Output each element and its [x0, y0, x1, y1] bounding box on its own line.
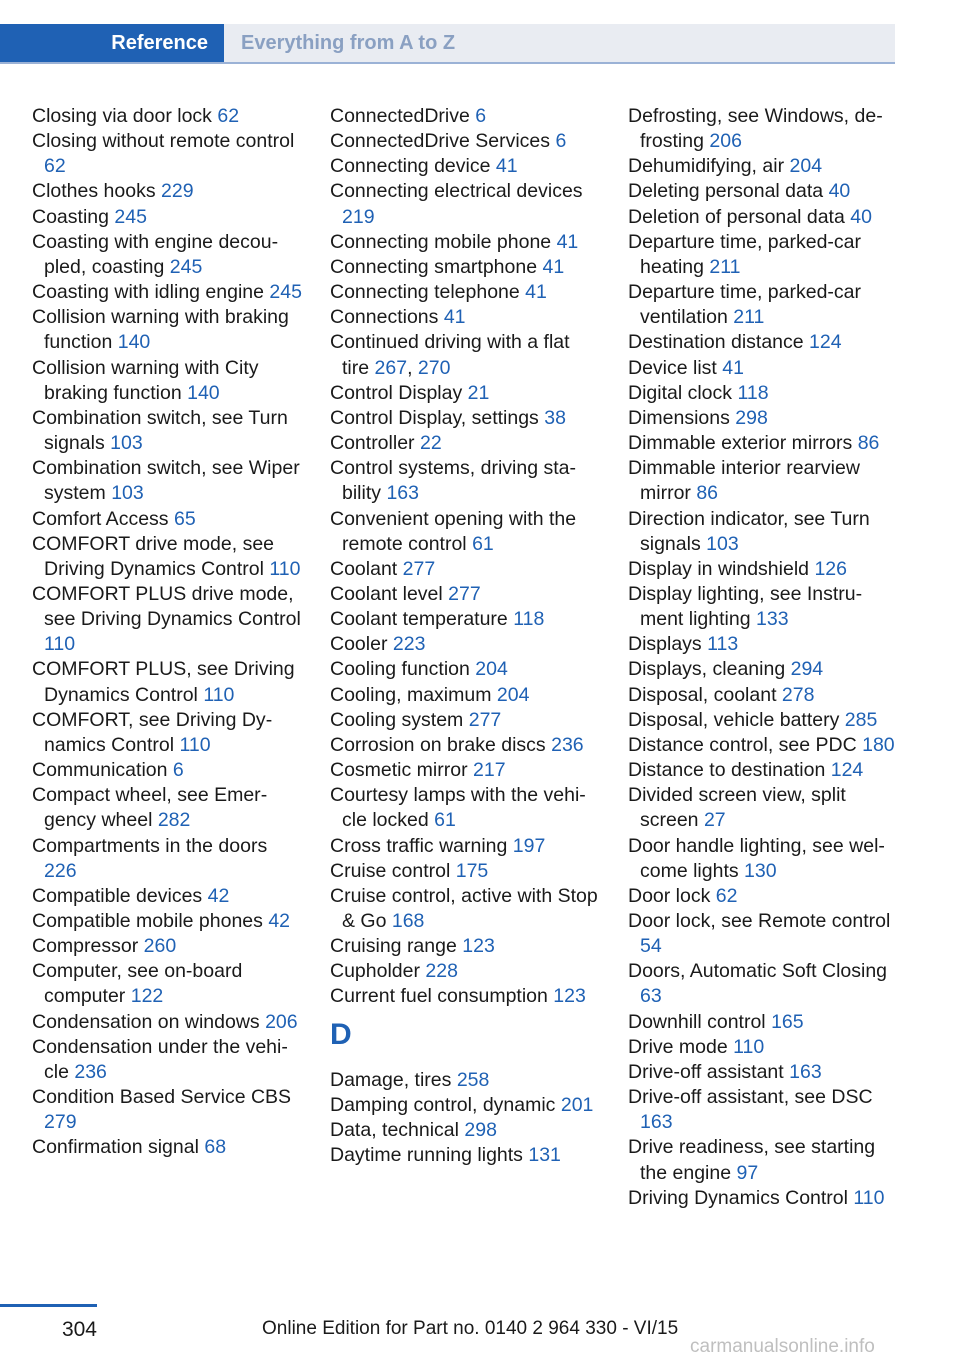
page-reference-link[interactable]: 6 — [555, 130, 567, 153]
index-entry — [330, 758, 602, 783]
page-reference-link[interactable]: 223 — [392, 633, 426, 656]
index-term: Control Display, settings — [330, 406, 539, 429]
page-reference-link[interactable]: 62 — [715, 884, 738, 907]
index-term: COMFORT PLUS drive mode, see Driving Dynamics Control — [32, 582, 301, 631]
index-entry — [628, 1035, 896, 1060]
index-entry — [330, 255, 602, 280]
page-reference-link[interactable]: 267 — [374, 356, 408, 379]
index-term: Distance control, see PDC — [628, 733, 857, 756]
page-reference-link[interactable]: 133 — [756, 608, 789, 631]
index-entry — [330, 934, 602, 959]
page-reference-link[interactable]: 123 — [462, 935, 495, 958]
index-entry — [330, 129, 602, 154]
index-entry — [628, 959, 896, 1009]
index-term: Computer, see on-board computer — [32, 960, 243, 1008]
index-entry — [32, 909, 304, 934]
page-reference-link[interactable]: 282 — [157, 809, 191, 832]
index-entry — [32, 230, 304, 280]
index-entry — [330, 632, 602, 657]
index-term: Drive mode — [628, 1035, 728, 1058]
index-entry — [628, 834, 896, 884]
index-entry — [32, 783, 304, 833]
index-entry — [32, 1035, 304, 1085]
index-term: Collision warning with City braking function — [32, 356, 259, 404]
index-entry — [628, 356, 896, 381]
index-term: Convenient opening with the remote control — [330, 507, 577, 555]
page-reference-link[interactable]: 41 — [722, 356, 744, 379]
index-entry — [330, 884, 602, 934]
page-reference-link[interactable]: 118 — [513, 608, 545, 631]
index-term: Display lighting, see Instrument lighting — [628, 582, 863, 631]
page-reference-link[interactable]: 204 — [475, 658, 508, 681]
index-term: Coasting with engine decoupled, coasting — [32, 230, 279, 278]
page-reference-link[interactable]: 206 — [265, 1010, 298, 1033]
index-entry — [330, 834, 602, 859]
index-term: Door handle lighting, see welcome lights — [628, 834, 885, 882]
header-subsection-label: Everything from A to Z — [241, 32, 456, 54]
index-entry — [330, 406, 602, 431]
index-entry — [628, 733, 896, 758]
page-reference-link[interactable]: 277 — [468, 708, 502, 731]
index-term: Continued driving with a flat tire — [330, 331, 570, 379]
index-term: Control systems, driving stability — [330, 457, 576, 505]
index-term: Coolant — [330, 557, 398, 580]
page-reference-link[interactable]: 6 — [172, 759, 184, 782]
index-entry — [628, 1135, 896, 1185]
page-reference-link[interactable]: 6 — [475, 105, 487, 127]
index-term: Deleting personal data — [628, 180, 824, 203]
page-reference-link[interactable]: 245 — [114, 205, 147, 228]
index-entry — [32, 104, 304, 129]
index-entry — [628, 456, 896, 506]
index-term: Dimmable interior rearview mirror — [628, 457, 860, 505]
page-reference-link[interactable]: 61 — [434, 809, 456, 832]
index-term: Display in windshield — [628, 557, 810, 580]
index-entry — [330, 1068, 602, 1093]
index-term: Downhill control — [628, 1010, 766, 1033]
page-reference-link[interactable]: 27 — [703, 809, 726, 832]
index-term: Cooling function — [330, 658, 470, 681]
index-term: Disposal, vehicle battery — [628, 708, 840, 731]
page-reference-link[interactable]: 41 — [525, 281, 547, 304]
index-term: Device list — [628, 356, 717, 379]
index-entry — [628, 657, 896, 682]
page-number: 304 — [61, 1318, 97, 1341]
page-reference-link[interactable]: 113 — [707, 633, 739, 656]
index-term: Deletion of personal data — [628, 205, 845, 228]
index-term: Distance to destination — [628, 759, 826, 782]
page-reference-link[interactable]: 41 — [542, 255, 565, 278]
index-term: Condensation on windows — [32, 1010, 260, 1033]
index-term: Departure time, parked-car heating — [628, 230, 862, 278]
page-reference-link[interactable]: 278 — [781, 683, 815, 706]
page-reference-link[interactable]: 130 — [744, 859, 777, 882]
edition-note: Online Edition for Part no. 0140 2 964 330 - VI/15 — [262, 1318, 679, 1339]
index-term: Defrosting, see Windows, defrosting — [628, 105, 883, 153]
index-term: Cooling system — [330, 708, 464, 731]
index-entry — [32, 1135, 304, 1160]
page-reference-link[interactable]: 41 — [443, 306, 466, 329]
page-reference-link[interactable]: 110 — [203, 683, 235, 706]
page-reference-link[interactable]: 110 — [853, 1186, 885, 1209]
index-term: Door lock, see Remote control — [628, 910, 891, 932]
page-reference-link[interactable]: 110 — [44, 633, 76, 656]
index-entry — [330, 154, 602, 179]
index-term: Data, technical — [330, 1118, 459, 1141]
index-term: Disposal, coolant — [628, 683, 777, 706]
page-reference-link[interactable]: 63 — [640, 985, 662, 1008]
index-entry — [32, 532, 304, 582]
page-reference-link[interactable]: 277 — [402, 557, 436, 580]
index-letter-heading: D — [330, 1017, 352, 1051]
index-entry — [330, 456, 602, 506]
index-entry — [628, 280, 896, 330]
page-reference-link[interactable]: 229 — [161, 180, 194, 203]
index-entry — [32, 305, 304, 355]
index-term: Connecting device — [330, 155, 491, 178]
index-term: Daytime running lights — [330, 1144, 523, 1167]
index-term: Dehumidifying, air — [628, 155, 785, 178]
page-reference-link[interactable]: 270 — [417, 356, 451, 379]
index-entry — [628, 909, 896, 959]
page-reference-link[interactable]: 38 — [544, 406, 566, 429]
index-entry — [628, 406, 896, 431]
index-term: Cooler — [330, 633, 388, 656]
index-term: Courtesy lamps with the vehicle locked — [330, 784, 586, 832]
index-entry — [628, 1010, 896, 1035]
watermark: carmanualsonline.info — [690, 1336, 875, 1357]
index-entry — [628, 230, 896, 280]
page-reference-link[interactable]: 236 — [74, 1060, 107, 1083]
page-reference-link[interactable]: 54 — [640, 935, 662, 958]
index-entry — [330, 1118, 602, 1143]
index-entry — [628, 1060, 896, 1085]
index-term: Coolant level — [330, 582, 443, 605]
index-entry — [330, 657, 602, 682]
index-term: Clothes hooks — [32, 180, 156, 203]
index-entry — [32, 129, 304, 179]
index-entry — [330, 783, 602, 833]
index-term: Condition Based Service CBS — [32, 1086, 292, 1109]
index-term: Displays — [628, 633, 702, 656]
index-term: Damage, tires — [330, 1068, 452, 1091]
index-entry — [330, 230, 602, 255]
page-reference-link[interactable]: 175 — [455, 859, 489, 882]
page-reference-link[interactable]: 103 — [110, 432, 143, 455]
index-entry — [628, 708, 896, 733]
index-term: Cruise control — [330, 859, 451, 882]
index-entry — [32, 657, 304, 707]
page-reference-link[interactable]: 180 — [862, 733, 895, 756]
page-reference-link[interactable]: 285 — [844, 708, 878, 731]
page-reference-link[interactable]: 226 — [44, 859, 77, 882]
page-reference-link[interactable]: 122 — [130, 985, 164, 1008]
page-reference-link[interactable]: 42 — [268, 910, 291, 932]
page-reference-link[interactable]: 21 — [467, 381, 490, 404]
page-reference-link[interactable]: 110 — [269, 557, 301, 580]
index-entry — [330, 984, 602, 1009]
page-reference-link[interactable]: 211 — [709, 255, 741, 278]
index-entry — [32, 406, 304, 456]
index-entry — [32, 1010, 304, 1035]
page-reference-link[interactable]: 86 — [696, 482, 719, 505]
index-term: Collision warning with braking function — [32, 306, 289, 354]
index-term: Dimmable exterior mirrors — [628, 432, 853, 455]
index-entry — [330, 607, 602, 632]
page-reference-link[interactable]: 245 — [269, 281, 302, 304]
index-term: Corrosion on brake discs — [330, 733, 546, 756]
index-term: Compartments in the doors — [32, 834, 268, 857]
index-term: Confirmation signal — [32, 1136, 199, 1159]
index-term: Control Display — [330, 381, 463, 404]
index-term: Departure time, parked-car ventilation — [628, 281, 862, 329]
index-term: Connecting smartphone — [330, 255, 538, 278]
page-reference-link[interactable]: 204 — [789, 155, 823, 178]
header-divider — [0, 62, 895, 64]
index-term: Drive-off assistant — [628, 1060, 784, 1083]
index-term: Destination distance — [628, 331, 804, 354]
index-entry — [330, 179, 602, 229]
page-reference-link[interactable]: 103 — [706, 532, 739, 555]
index-term: Cooling, maximum — [330, 683, 492, 706]
index-term: Communication — [32, 759, 168, 782]
index-term: ConnectedDrive — [330, 105, 470, 127]
index-term: Connecting electrical devices — [330, 180, 583, 203]
index-term: COMFORT drive mode, see Driving Dynamics Control — [32, 532, 275, 580]
index-entry — [628, 104, 896, 154]
index-entry — [628, 205, 896, 230]
index-entry — [628, 582, 896, 632]
index-term: COMFORT PLUS, see Driving Dynamics Control — [32, 658, 295, 706]
index-term: Cosmetic mirror — [330, 759, 468, 782]
index-entry — [330, 1143, 602, 1168]
page-reference-link[interactable]: 277 — [448, 582, 481, 605]
page-reference-link[interactable]: 298 — [735, 406, 768, 429]
page-reference-link[interactable]: 42 — [207, 884, 230, 907]
index-term: Combination switch, see Turn signals — [32, 406, 288, 455]
footer-accent-line — [0, 1304, 97, 1307]
page-reference-link[interactable]: 165 — [771, 1010, 804, 1033]
page-reference-link[interactable]: 22 — [419, 432, 442, 455]
page-reference-link[interactable]: 40 — [850, 205, 872, 228]
index-entry — [628, 557, 896, 582]
index-term: Comfort Access — [32, 507, 169, 530]
index-entry — [628, 1186, 896, 1211]
page-reference-link[interactable]: 260 — [143, 935, 177, 958]
index-term: Condensation under the vehicle — [32, 1035, 288, 1083]
page-reference-link[interactable]: 124 — [830, 759, 864, 782]
page-reference-link[interactable]: 126 — [814, 557, 847, 580]
index-term: Connections — [330, 306, 439, 329]
index-term: Driving Dynamics Control — [628, 1186, 848, 1209]
page-reference-link[interactable]: 236 — [551, 733, 584, 756]
index-entry — [32, 356, 304, 406]
index-entry — [32, 708, 304, 758]
index-term: Connecting mobile phone — [330, 230, 552, 253]
index-entry — [628, 632, 896, 657]
index-term: Controller — [330, 432, 415, 455]
index-term: Divided screen view, split screen — [628, 784, 846, 832]
index-entry — [330, 708, 602, 733]
index-column-1 — [32, 104, 304, 1161]
index-entry — [330, 104, 602, 129]
index-term: Connecting telephone — [330, 281, 520, 304]
index-term: Door lock — [628, 884, 711, 907]
index-term: Compressor — [32, 935, 139, 958]
page-reference-link[interactable]: 61 — [472, 532, 494, 555]
page-reference-link[interactable]: 163 — [386, 482, 419, 505]
page-reference-link[interactable]: 124 — [809, 331, 842, 354]
page-reference-link[interactable]: 258 — [456, 1068, 490, 1091]
index-entry — [330, 859, 602, 884]
page-reference-link[interactable]: 140 — [117, 331, 151, 354]
page-reference-link[interactable]: 298 — [464, 1118, 497, 1141]
index-entry — [330, 381, 602, 406]
page-reference-link[interactable]: 163 — [640, 1111, 673, 1134]
index-entry — [32, 582, 304, 657]
index-term: Doors, Automatic Soft Closing — [628, 960, 888, 983]
index-term: Damping control, dynamic — [330, 1093, 556, 1116]
page-reference-link[interactable]: 245 — [169, 255, 203, 278]
page-reference-link[interactable]: 86 — [857, 432, 880, 455]
index-term: Current fuel consumption — [330, 985, 548, 1008]
index-entry — [330, 280, 602, 305]
index-term: ConnectedDrive Services — [330, 130, 551, 153]
page-reference-link[interactable]: 219 — [342, 205, 375, 228]
index-entry: Continued driving with a flat tire 267, 270 — [330, 331, 570, 379]
page-reference-link[interactable]: 62 — [217, 105, 240, 127]
index-term: Drive-off assistant, see DSC — [628, 1086, 873, 1109]
index-entry — [330, 1093, 602, 1118]
index-entry — [628, 507, 896, 557]
page-reference-link[interactable]: 68 — [204, 1136, 227, 1159]
index-entry — [628, 1085, 896, 1135]
page-reference-link[interactable]: 110 — [179, 733, 211, 756]
page-reference-link[interactable]: 217 — [473, 759, 506, 782]
index-entry — [32, 884, 304, 909]
index-entry — [628, 179, 896, 204]
page-reference-link[interactable]: 168 — [391, 910, 425, 932]
page-reference-link[interactable]: 211 — [733, 306, 765, 329]
index-term: Compact wheel, see Emergency wheel — [32, 784, 268, 832]
index-column-2 — [330, 104, 602, 1168]
page-reference-link[interactable]: 41 — [556, 230, 579, 253]
index-term: Closing via door lock — [32, 105, 212, 127]
page-reference-link[interactable]: 204 — [496, 683, 530, 706]
index-entry — [628, 431, 896, 456]
index-term: Coolant temperature — [330, 608, 508, 631]
page-reference-link[interactable]: 163 — [789, 1060, 822, 1083]
index-term: Dimensions — [628, 406, 730, 429]
index-term: COMFORT, see Driving Dynamics Control — [32, 708, 273, 756]
page-reference-link[interactable]: 131 — [528, 1144, 561, 1167]
index-entry — [32, 507, 304, 532]
page-reference-link[interactable]: 65 — [173, 507, 196, 530]
page-reference-link[interactable]: 228 — [425, 960, 458, 983]
index-entry — [628, 330, 896, 355]
index-entry — [628, 783, 896, 833]
index-term: Cruise control, active with Stop & Go — [330, 884, 598, 932]
index-entry — [628, 683, 896, 708]
page-reference-link[interactable]: 40 — [828, 180, 851, 203]
page-reference-link[interactable]: 103 — [111, 482, 144, 505]
index-entry — [628, 758, 896, 783]
index-entry — [330, 431, 602, 456]
page-reference-link[interactable]: 279 — [44, 1111, 77, 1134]
index-term: Cross traffic warning — [330, 834, 508, 857]
index-entry — [330, 733, 602, 758]
index-entry — [32, 1085, 304, 1135]
page-reference-link[interactable]: 206 — [709, 130, 742, 153]
page-reference-link[interactable]: 123 — [553, 985, 586, 1008]
index-entry — [32, 179, 304, 204]
page-reference-link[interactable]: 118 — [737, 381, 769, 404]
header-section-label: Reference — [111, 32, 208, 54]
index-entry — [32, 758, 304, 783]
index-term: Coasting with idling engine — [32, 281, 264, 304]
index-entry — [32, 456, 304, 506]
index-entry — [330, 507, 602, 557]
index-term: Drive readiness, see starting the engine — [628, 1136, 876, 1184]
page-reference-link[interactable]: 197 — [512, 834, 546, 857]
page-reference-link[interactable]: 110 — [733, 1035, 765, 1058]
page-reference-link[interactable]: 97 — [736, 1161, 759, 1184]
index-entry — [330, 305, 602, 330]
page-reference-link[interactable]: 294 — [790, 658, 824, 681]
index-term: Closing without remote control — [32, 130, 295, 153]
index-term: Combination switch, see Wiper system — [32, 457, 300, 505]
index-term: Displays, cleaning — [628, 658, 786, 681]
index-entry — [330, 582, 602, 607]
header-bar — [0, 24, 895, 62]
index-entry — [32, 934, 304, 959]
index-term: Cupholder — [330, 960, 420, 983]
index-term: Direction indicator, see Turn signals — [628, 507, 870, 555]
index-entry — [32, 280, 304, 305]
page-reference-link[interactable]: 140 — [187, 381, 220, 404]
index-entry — [32, 205, 304, 230]
index-entry — [628, 884, 896, 909]
index-column-3 — [628, 104, 896, 1211]
index-entry — [330, 959, 602, 984]
index-entry — [628, 154, 896, 179]
page-reference-link[interactable]: 41 — [495, 155, 518, 178]
index-term: Compatible mobile phones — [32, 910, 263, 932]
index-term: Coasting — [32, 205, 109, 228]
page-reference-link[interactable]: 201 — [560, 1093, 594, 1116]
index-entry — [330, 683, 602, 708]
index-entry — [32, 959, 304, 1009]
index-entry — [628, 381, 896, 406]
index-term: Digital clock — [628, 381, 733, 404]
page-reference-link[interactable]: 62 — [44, 155, 66, 178]
index-entry — [330, 557, 602, 582]
index-entry — [32, 834, 304, 884]
index-term: Cruising range — [330, 935, 457, 958]
index-term: Compatible devices — [32, 884, 203, 907]
